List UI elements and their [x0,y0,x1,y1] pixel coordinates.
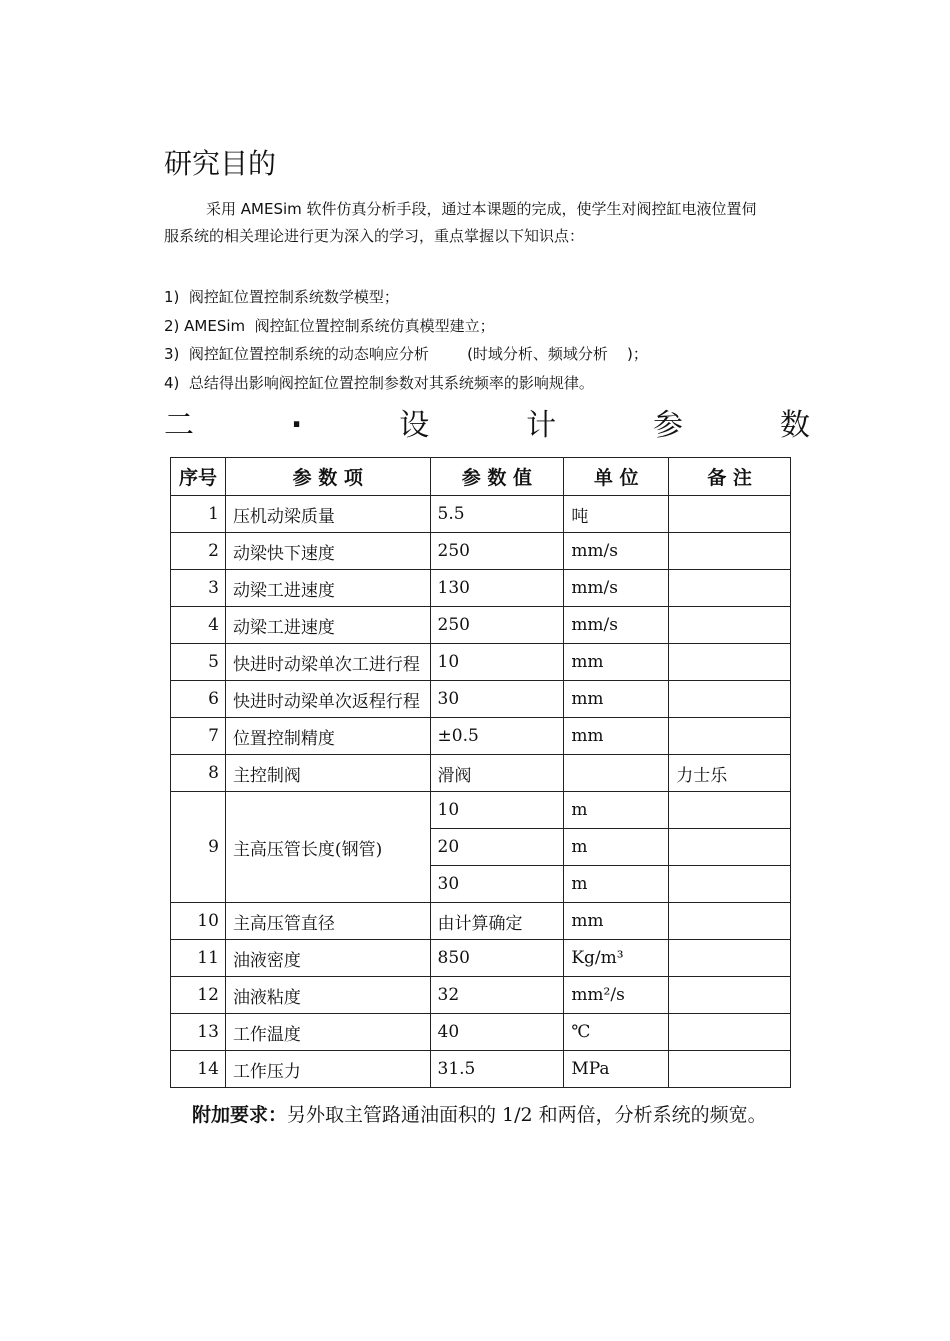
heading-char: 设 [399,408,430,443]
cell-value-text: ±0.5 [437,726,479,746]
cell-value-text: 10 [437,652,460,672]
cell-unit-text: mm/s [571,615,619,635]
cell-note [669,1051,791,1088]
cell-note [669,792,791,829]
cell-no-text: 6 [208,689,219,709]
cell-item-text: 压机动梁质量 [232,506,335,527]
heading-char: 计 [526,408,557,443]
cell-unit-text: mm [571,652,604,672]
cell-item-text: 工作温度 [232,1024,301,1045]
table-row [171,607,791,644]
cell-value-text: 30 [437,874,460,894]
heading-char: . [290,400,303,435]
cell-no-text: 12 [197,985,219,1005]
cell-no [171,903,226,940]
table-row [171,903,791,940]
table-row [171,977,791,1014]
design-parameters-table [170,457,791,1088]
cell-no [171,1051,226,1088]
cell-no [171,718,226,755]
cell-note [669,644,791,681]
cell-value [430,866,564,903]
cell-value-text: 10 [437,800,460,820]
cell-value [430,792,564,829]
cell-item-text: 动梁工进速度 [232,580,335,601]
cell-note [669,496,791,533]
cell-unit-text: mm/s [571,578,619,598]
cell-unit [564,792,669,829]
cell-unit-text: 吨 [571,506,589,527]
list-item: 4) 总结得出影响阀控缸位置控制参数对其系统频率的影响规律。 [164,373,594,392]
note-text: 另外取主管路通油面积的 1/2 和两倍，分析系统的频宽。 [287,1104,767,1126]
cell-item [225,718,430,755]
list-item: 2) AMESim 阀控缸位置控制系统仿真模型建立； [164,316,495,335]
cell-item-text: 主高压管直径 [232,913,335,934]
cell-note [669,940,791,977]
cell-no-text: 3 [208,578,219,598]
cell-unit-text: Kg/m³ [571,948,624,968]
table-row [171,755,791,792]
cell-note [669,718,791,755]
cell-unit [564,570,669,607]
cell-unit-text: MPa [571,1059,610,1079]
cell-item-text: 动梁快下速度 [232,543,335,564]
cell-item-text: 快进时动梁单次返程行程 [232,691,420,712]
cell-no-text: 4 [208,615,219,635]
cell-unit [564,1014,669,1051]
cell-no [171,792,226,903]
list-item: 3) 阀控缸位置控制系统的动态响应分析 (时域分析、频域分析 )； [164,345,648,363]
cell-no [171,977,226,1014]
table-header-row [171,458,791,496]
cell-unit-text: m [571,837,588,857]
knowledge-points-list [164,283,648,397]
cell-value-text: 250 [437,541,470,561]
cell-unit [564,644,669,681]
cell-note [669,533,791,570]
cell-item [225,496,430,533]
cell-unit-text: m [571,874,588,894]
cell-value [430,940,564,977]
cell-no-text: 8 [208,763,219,783]
cell-item [225,533,430,570]
col-header-unit: 单 位 [564,458,669,496]
cell-unit [564,866,669,903]
cell-no-text: 11 [197,948,219,968]
cell-value-text: 20 [437,837,460,857]
heading-char: 二 [164,408,194,443]
cell-value-text: 滑阀 [437,765,472,786]
cell-no-text: 2 [208,541,219,561]
table-row [171,533,791,570]
cell-no [171,940,226,977]
cell-no-text: 10 [197,911,219,931]
cell-no [171,681,226,718]
cell-value [430,570,564,607]
cell-no-text: 13 [197,1022,219,1042]
cell-value [430,755,564,792]
cell-unit [564,940,669,977]
intro-text: 采用 AMESim 软件仿真分析手段，通过本课题的完成，使学生对阀控缸电液位置伺服系统的相关理论进行更为深入的学习，重点掌握以下知识点： [164,200,757,245]
cell-no [171,607,226,644]
cell-note [669,977,791,1014]
cell-no [171,644,226,681]
cell-item [225,570,430,607]
cell-note [669,903,791,940]
cell-value [430,644,564,681]
cell-unit [564,903,669,940]
cell-unit [564,533,669,570]
cell-no [171,496,226,533]
col-header-note: 备 注 [669,458,791,496]
cell-item [225,977,430,1014]
cell-unit-text: m [571,800,588,820]
cell-value [430,496,564,533]
cell-item-text: 快进时动梁单次工进行程 [232,654,420,675]
cell-note [669,755,791,792]
table-row [171,644,791,681]
cell-unit-text: mm²/s [571,985,625,1005]
table-row [171,681,791,718]
cell-unit-text: mm [571,726,604,746]
cell-value [430,1014,564,1051]
heading-char: 数 [779,408,810,443]
cell-item [225,903,430,940]
cell-value-text: 由计算确定 [437,913,523,934]
cell-value [430,533,564,570]
cell-value [430,977,564,1014]
cell-unit [564,607,669,644]
cell-no-text: 9 [208,837,219,857]
table-row [171,1051,791,1088]
note-label: 附加要求： [192,1104,288,1126]
cell-note-text: 力士乐 [676,765,728,786]
cell-no-text: 5 [208,652,219,672]
cell-note [669,829,791,866]
section-title-purpose: 研究目的 [164,147,277,180]
cell-item [225,792,430,903]
cell-value [430,607,564,644]
cell-value [430,681,564,718]
additional-requirement [192,1100,767,1127]
cell-no [171,570,226,607]
table-row [171,792,791,829]
list-item: 1) 阀控缸位置控制系统数学模型； [164,288,399,306]
cell-no-text: 1 [208,504,219,524]
cell-value-text: 40 [437,1022,460,1042]
cell-note [669,1014,791,1051]
section-title-design-params [164,400,810,444]
cell-note [669,866,791,903]
cell-item [225,681,430,718]
col-header-no: 序号 [171,458,226,496]
cell-value-text: 32 [437,985,460,1005]
cell-value-text: 130 [437,578,470,598]
cell-unit [564,829,669,866]
cell-value [430,1051,564,1088]
cell-value [430,903,564,940]
cell-unit-text: ℃ [571,1022,591,1042]
cell-no-text: 7 [208,726,219,746]
cell-item-text: 位置控制精度 [232,728,335,749]
cell-item-text: 工作压力 [232,1061,301,1082]
cell-unit [564,755,669,792]
cell-item-text: 动梁工进速度 [232,617,335,638]
cell-value-text: 250 [437,615,470,635]
cell-value-text: 5.5 [437,504,465,524]
cell-item [225,607,430,644]
cell-unit-text: mm/s [571,541,619,561]
col-header-value: 参 数 值 [430,458,564,496]
cell-value [430,718,564,755]
cell-no [171,533,226,570]
col-header-item: 参 数 项 [225,458,430,496]
cell-value-text: 850 [437,948,470,968]
cell-item-text: 油液粘度 [232,987,301,1008]
heading-char: 参 [653,408,684,443]
cell-item [225,644,430,681]
cell-item [225,940,430,977]
table-row [171,570,791,607]
cell-unit [564,977,669,1014]
cell-item-text: 主控制阀 [232,765,301,786]
cell-no [171,1014,226,1051]
table-row [171,496,791,533]
cell-note [669,681,791,718]
cell-item-text: 油液密度 [232,950,301,971]
cell-unit [564,1051,669,1088]
cell-item [225,1051,430,1088]
cell-unit [564,681,669,718]
table-row [171,940,791,977]
cell-unit [564,496,669,533]
cell-no [171,755,226,792]
intro-paragraph [164,196,764,250]
cell-item [225,755,430,792]
cell-unit-text: mm [571,689,604,709]
cell-unit-text: mm [571,911,604,931]
cell-unit [564,718,669,755]
cell-item-text: 主高压管长度(钢管) [232,839,383,860]
cell-note [669,570,791,607]
cell-item [225,1014,430,1051]
cell-value [430,829,564,866]
table-row [171,718,791,755]
cell-value-text: 30 [437,689,460,709]
cell-note [669,607,791,644]
cell-value-text: 31.5 [437,1059,476,1079]
cell-no-text: 14 [197,1059,219,1079]
table-row [171,1014,791,1051]
